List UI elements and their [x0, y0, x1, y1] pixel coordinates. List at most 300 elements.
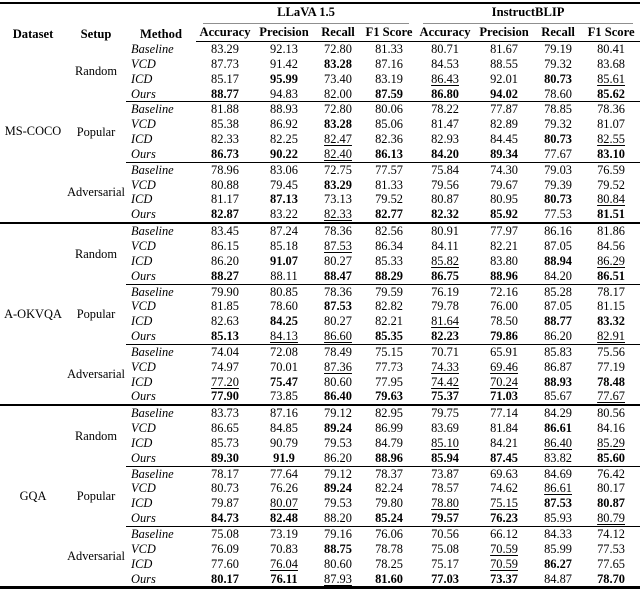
- table-row: [0, 527, 640, 542]
- value-cell: 83.69: [431, 421, 459, 436]
- value-cell: 79.63: [375, 389, 403, 404]
- value-cell: 85.38: [211, 117, 239, 132]
- value-cell: 76.59: [582, 162, 640, 177]
- value-cell: 86.16: [534, 223, 582, 239]
- method-label: VCD: [131, 299, 156, 314]
- header-instructblip-accuracy: Accuracy: [416, 24, 474, 42]
- value-cell: 88.94: [544, 253, 572, 268]
- value-cell: 87.53: [544, 496, 572, 511]
- value-cell: 76.26: [270, 481, 298, 496]
- value-cell: 83.28: [324, 117, 352, 132]
- value-cell: 70.59: [490, 556, 518, 571]
- value-cell: 86.15: [211, 238, 239, 253]
- value-cell: 80.95: [490, 192, 518, 207]
- value-cell: 80.17: [211, 571, 239, 586]
- value-cell: 88.77: [544, 314, 572, 329]
- instructblip-group-rule: [423, 4, 633, 24]
- header-method: Method: [140, 26, 182, 41]
- method-label: ICD: [131, 71, 153, 86]
- setup-label: Popular: [76, 124, 116, 139]
- value-cell: 80.60: [324, 374, 352, 389]
- method-label: VCD: [131, 541, 156, 556]
- value-cell: 88.77: [211, 86, 239, 101]
- value-cell: 80.91: [416, 223, 474, 239]
- value-cell: 78.57: [431, 481, 459, 496]
- value-cell: 84.87: [544, 571, 572, 586]
- value-cell: 83.10: [597, 146, 625, 161]
- value-cell: 86.65: [211, 421, 239, 436]
- value-cell: 82.93: [431, 132, 459, 147]
- value-cell: 79.87: [211, 496, 239, 511]
- value-cell: 70.83: [270, 541, 298, 556]
- value-cell: 74.62: [490, 481, 518, 496]
- method-label: ICD: [131, 314, 153, 329]
- value-cell: 79.57: [431, 511, 459, 526]
- value-cell: 72.75: [314, 162, 362, 177]
- value-cell: 80.17: [597, 481, 625, 496]
- value-cell: 88.20: [324, 511, 352, 526]
- value-cell: 73.13: [324, 192, 352, 207]
- value-cell: 86.99: [375, 421, 403, 436]
- value-cell: 88.96: [375, 450, 403, 465]
- value-cell: 70.71: [416, 344, 474, 359]
- value-cell: 84.53: [431, 56, 459, 71]
- method-label: ICD: [131, 253, 153, 268]
- value-cell: 76.42: [582, 466, 640, 481]
- results-table: [0, 2, 640, 589]
- value-cell: 85.82: [431, 253, 459, 268]
- value-cell: 92.13: [270, 42, 298, 56]
- value-cell: 74.33: [431, 359, 459, 374]
- method-label: Ours: [131, 571, 156, 586]
- value-cell: 85.33: [375, 253, 403, 268]
- value-cell: 83.32: [597, 314, 625, 329]
- setup-label: Random: [75, 64, 117, 79]
- value-cell: 77.53: [597, 541, 625, 556]
- value-cell: 86.61: [544, 421, 572, 436]
- value-cell: 88.75: [324, 541, 352, 556]
- method-label: ICD: [131, 132, 153, 147]
- value-cell: 77.14: [474, 405, 534, 421]
- value-cell: 77.03: [431, 571, 459, 586]
- value-cell: 75.17: [431, 556, 459, 571]
- value-cell: 85.83: [534, 344, 582, 359]
- value-cell: 80.60: [324, 556, 352, 571]
- value-cell: 78.60: [270, 299, 298, 314]
- value-cell: 81.15: [597, 299, 625, 314]
- value-cell: 85.17: [211, 71, 239, 86]
- value-cell: 88.93: [544, 374, 572, 389]
- setup-label: Adversarial: [67, 184, 125, 199]
- value-cell: 83.73: [196, 405, 254, 421]
- value-cell: 84.56: [597, 238, 625, 253]
- value-cell: 86.13: [375, 146, 403, 161]
- method-label: Ours: [131, 389, 156, 404]
- value-cell: 82.95: [362, 405, 416, 421]
- value-cell: 91.42: [270, 56, 298, 71]
- setup-label: Random: [66, 405, 126, 466]
- value-cell: 72.80: [324, 42, 352, 56]
- value-cell: 86.34: [375, 238, 403, 253]
- value-cell: 85.29: [597, 435, 625, 450]
- table-row: [0, 466, 640, 481]
- method-label: Ours: [131, 207, 156, 222]
- value-cell: 70.59: [490, 541, 518, 556]
- value-cell: 79.03: [534, 162, 582, 177]
- value-cell: 80.56: [582, 405, 640, 421]
- value-cell: 78.25: [375, 556, 403, 571]
- value-cell: 73.40: [324, 71, 352, 86]
- value-cell: 77.87: [474, 102, 534, 117]
- value-cell: 84.33: [534, 527, 582, 542]
- value-cell: 81.88: [196, 102, 254, 117]
- value-cell: 81.07: [597, 117, 625, 132]
- method-label: VCD: [131, 117, 156, 132]
- value-cell: 85.92: [490, 207, 518, 222]
- value-cell: 87.59: [375, 86, 403, 101]
- value-cell: 78.49: [314, 344, 362, 359]
- header-llava-recall: Recall: [314, 24, 362, 42]
- value-cell: 89.34: [490, 146, 518, 161]
- setup-label: Random: [66, 223, 126, 284]
- value-cell: 80.06: [362, 102, 416, 117]
- value-cell: 83.19: [375, 71, 403, 86]
- value-cell: 83.80: [490, 253, 518, 268]
- value-cell: 86.20: [324, 450, 352, 465]
- value-cell: 82.77: [375, 207, 403, 222]
- table-header: [0, 3, 640, 42]
- value-cell: 77.65: [597, 556, 625, 571]
- value-cell: 79.90: [196, 284, 254, 299]
- value-cell: 86.61: [544, 481, 572, 496]
- method-label: Ours: [131, 268, 156, 283]
- llava-group-label: LLaVA 1.5: [277, 5, 335, 20]
- value-cell: 80.73: [544, 132, 572, 147]
- value-cell: 75.56: [582, 344, 640, 359]
- value-cell: 86.92: [270, 117, 298, 132]
- value-cell: 70.56: [416, 527, 474, 542]
- method-label: Baseline: [126, 223, 196, 239]
- method-label: Ours: [131, 511, 156, 526]
- method-label: ICD: [131, 374, 153, 389]
- value-cell: 80.27: [324, 314, 352, 329]
- value-cell: 82.40: [324, 146, 352, 161]
- value-cell: 78.17: [582, 284, 640, 299]
- value-cell: 86.73: [211, 146, 239, 161]
- method-label: Baseline: [126, 284, 196, 299]
- value-cell: 81.86: [582, 223, 640, 239]
- value-cell: 83.82: [544, 450, 572, 465]
- method-label: VCD: [131, 177, 156, 192]
- method-label: VCD: [131, 359, 156, 374]
- method-label: VCD: [131, 421, 156, 436]
- value-cell: 81.33: [375, 42, 403, 56]
- value-cell: 80.71: [431, 42, 459, 56]
- value-cell: 75.47: [270, 374, 298, 389]
- value-cell: 87.53: [324, 238, 352, 253]
- method-label: ICD: [131, 192, 153, 207]
- value-cell: 80.73: [544, 192, 572, 207]
- value-cell: 89.30: [211, 450, 239, 465]
- value-cell: 79.32: [544, 56, 572, 71]
- header-dataset: Dataset: [12, 26, 54, 41]
- method-label: VCD: [131, 56, 156, 71]
- value-cell: 88.11: [270, 268, 298, 283]
- value-cell: 79.75: [416, 405, 474, 421]
- value-cell: 79.53: [324, 496, 352, 511]
- value-cell: 83.28: [324, 56, 352, 71]
- value-cell: 85.62: [597, 86, 625, 101]
- value-cell: 86.27: [544, 556, 572, 571]
- value-cell: 77.73: [375, 359, 403, 374]
- dataset-label: MS-COCO: [4, 124, 62, 139]
- value-cell: 74.42: [431, 374, 459, 389]
- value-cell: 74.04: [196, 344, 254, 359]
- value-cell: 77.64: [254, 466, 314, 481]
- value-cell: 84.79: [375, 435, 403, 450]
- method-label: Ours: [131, 329, 156, 344]
- value-cell: 83.29: [324, 177, 352, 192]
- value-cell: 84.20: [431, 146, 459, 161]
- value-cell: 79.52: [375, 192, 403, 207]
- header-llava-f1: F1 Score: [362, 24, 416, 42]
- value-cell: 86.20: [211, 253, 239, 268]
- value-cell: 78.70: [597, 571, 625, 586]
- header-group-instructblip: [416, 3, 640, 24]
- value-cell: 77.97: [474, 223, 534, 239]
- value-cell: 81.17: [211, 192, 239, 207]
- value-cell: 79.45: [270, 177, 298, 192]
- setup-label: Popular: [76, 488, 116, 503]
- method-label: Ours: [131, 86, 156, 101]
- value-cell: 86.60: [324, 329, 352, 344]
- table-body: [0, 42, 640, 588]
- value-cell: 81.84: [490, 421, 518, 436]
- value-cell: 76.00: [490, 299, 518, 314]
- value-cell: 80.87: [597, 496, 625, 511]
- value-cell: 80.85: [254, 284, 314, 299]
- value-cell: 85.10: [431, 435, 459, 450]
- value-cell: 79.32: [544, 117, 572, 132]
- value-cell: 79.56: [431, 177, 459, 192]
- method-label: Baseline: [126, 466, 196, 481]
- value-cell: 77.53: [544, 207, 572, 222]
- value-cell: 82.55: [597, 132, 625, 147]
- value-cell: 85.93: [544, 511, 572, 526]
- value-cell: 77.95: [375, 374, 403, 389]
- value-cell: 78.60: [544, 86, 572, 101]
- value-cell: 78.36: [314, 284, 362, 299]
- value-cell: 76.23: [490, 511, 518, 526]
- value-cell: 82.24: [375, 481, 403, 496]
- value-cell: 92.01: [490, 71, 518, 86]
- value-cell: 85.73: [211, 435, 239, 450]
- value-cell: 77.20: [211, 374, 239, 389]
- value-cell: 84.11: [431, 238, 459, 253]
- value-cell: 74.30: [474, 162, 534, 177]
- value-cell: 73.37: [490, 571, 518, 586]
- value-cell: 78.22: [416, 102, 474, 117]
- value-cell: 81.85: [211, 299, 239, 314]
- value-cell: 83.45: [196, 223, 254, 239]
- value-cell: 88.93: [254, 102, 314, 117]
- value-cell: 82.89: [490, 117, 518, 132]
- value-cell: 65.91: [474, 344, 534, 359]
- value-cell: 90.22: [270, 146, 298, 161]
- value-cell: 88.29: [375, 268, 403, 283]
- value-cell: 77.19: [597, 359, 625, 374]
- value-cell: 86.40: [544, 435, 572, 450]
- method-label: ICD: [131, 435, 153, 450]
- value-cell: 84.85: [270, 421, 298, 436]
- value-cell: 88.96: [490, 268, 518, 283]
- value-cell: 84.69: [534, 466, 582, 481]
- value-cell: 85.24: [375, 511, 403, 526]
- value-cell: 66.12: [474, 527, 534, 542]
- value-cell: 82.25: [270, 132, 298, 147]
- value-cell: 80.27: [324, 253, 352, 268]
- value-cell: 70.24: [490, 374, 518, 389]
- value-cell: 83.29: [211, 42, 239, 56]
- value-cell: 75.15: [490, 496, 518, 511]
- value-cell: 84.25: [270, 314, 298, 329]
- value-cell: 70.01: [270, 359, 298, 374]
- table-row: [0, 223, 640, 239]
- value-cell: 85.94: [431, 450, 459, 465]
- value-cell: 75.84: [416, 162, 474, 177]
- value-cell: 82.47: [324, 132, 352, 147]
- header-group-row: [0, 3, 640, 24]
- value-cell: 85.61: [597, 71, 625, 86]
- value-cell: 84.13: [270, 329, 298, 344]
- value-cell: 73.87: [416, 466, 474, 481]
- value-cell: 73.85: [270, 389, 298, 404]
- value-cell: 76.06: [362, 527, 416, 542]
- value-cell: 87.53: [324, 299, 352, 314]
- setup-label: Adversarial: [67, 549, 125, 564]
- value-cell: 80.73: [211, 481, 239, 496]
- table-row: [0, 405, 640, 421]
- value-cell: 86.29: [597, 253, 625, 268]
- value-cell: 76.11: [270, 571, 298, 586]
- value-cell: 78.96: [196, 162, 254, 177]
- value-cell: 77.57: [362, 162, 416, 177]
- method-label: Baseline: [126, 405, 196, 421]
- value-cell: 83.22: [270, 207, 298, 222]
- value-cell: 78.36: [582, 102, 640, 117]
- value-cell: 90.79: [270, 435, 298, 450]
- value-cell: 79.39: [544, 177, 572, 192]
- header-setup: Setup: [80, 26, 112, 41]
- method-label: VCD: [131, 238, 156, 253]
- value-cell: 87.05: [544, 299, 572, 314]
- value-cell: 83.68: [597, 56, 625, 71]
- value-cell: 79.80: [375, 496, 403, 511]
- value-cell: 79.52: [597, 177, 625, 192]
- header-llava-accuracy: Accuracy: [196, 24, 254, 42]
- value-cell: 85.13: [211, 329, 239, 344]
- value-cell: 87.05: [544, 238, 572, 253]
- value-cell: 91.9: [273, 450, 295, 465]
- value-cell: 80.79: [597, 511, 625, 526]
- value-cell: 82.33: [211, 132, 239, 147]
- value-cell: 94.02: [490, 86, 518, 101]
- value-cell: 79.78: [431, 299, 459, 314]
- value-cell: 81.60: [375, 571, 403, 586]
- value-cell: 89.24: [324, 421, 352, 436]
- value-cell: 78.50: [490, 314, 518, 329]
- value-cell: 85.35: [375, 329, 403, 344]
- value-cell: 79.59: [362, 284, 416, 299]
- value-cell: 81.47: [431, 117, 459, 132]
- method-label: Baseline: [126, 344, 196, 359]
- value-cell: 87.16: [375, 56, 403, 71]
- value-cell: 82.87: [211, 207, 239, 222]
- value-cell: 82.00: [324, 86, 352, 101]
- value-cell: 85.06: [375, 117, 403, 132]
- value-cell: 85.67: [544, 389, 572, 404]
- value-cell: 94.83: [270, 86, 298, 101]
- value-cell: 83.06: [254, 162, 314, 177]
- header-llava-precision: Precision: [254, 24, 314, 42]
- dataset-label: GQA: [0, 405, 66, 588]
- value-cell: 82.48: [270, 511, 298, 526]
- value-cell: 75.37: [431, 389, 459, 404]
- method-label: Baseline: [126, 162, 196, 177]
- value-cell: 78.78: [375, 541, 403, 556]
- value-cell: 84.21: [490, 435, 518, 450]
- value-cell: 78.48: [597, 374, 625, 389]
- value-cell: 84.45: [490, 132, 518, 147]
- method-label: Baseline: [131, 41, 174, 56]
- method-label: ICD: [131, 556, 153, 571]
- value-cell: 86.51: [597, 268, 625, 283]
- instructblip-group-label: InstructBLIP: [491, 5, 565, 20]
- value-cell: 74.97: [211, 359, 239, 374]
- value-cell: 81.33: [375, 177, 403, 192]
- value-cell: 78.80: [431, 496, 459, 511]
- value-cell: 86.20: [544, 329, 572, 344]
- value-cell: 82.82: [375, 299, 403, 314]
- value-cell: 80.84: [597, 192, 625, 207]
- table-row: [0, 102, 640, 117]
- value-cell: 82.63: [211, 314, 239, 329]
- value-cell: 69.63: [474, 466, 534, 481]
- value-cell: 87.36: [324, 359, 352, 374]
- value-cell: 77.67: [544, 146, 572, 161]
- value-cell: 80.88: [211, 177, 239, 192]
- value-cell: 78.17: [196, 466, 254, 481]
- method-label: Ours: [131, 450, 156, 465]
- value-cell: 87.24: [254, 223, 314, 239]
- value-cell: 87.16: [254, 405, 314, 421]
- value-cell: 77.90: [211, 389, 239, 404]
- value-cell: 79.16: [314, 527, 362, 542]
- value-cell: 75.08: [431, 541, 459, 556]
- value-cell: 91.07: [270, 253, 298, 268]
- value-cell: 72.08: [254, 344, 314, 359]
- value-cell: 71.03: [490, 389, 518, 404]
- value-cell: 80.87: [431, 192, 459, 207]
- llava-group-rule: [203, 4, 409, 24]
- setup-label: Popular: [76, 306, 116, 321]
- value-cell: 85.99: [544, 541, 572, 556]
- value-cell: 82.56: [362, 223, 416, 239]
- value-cell: 88.55: [490, 56, 518, 71]
- value-cell: 82.91: [597, 329, 625, 344]
- value-cell: 84.16: [597, 421, 625, 436]
- value-cell: 84.73: [211, 511, 239, 526]
